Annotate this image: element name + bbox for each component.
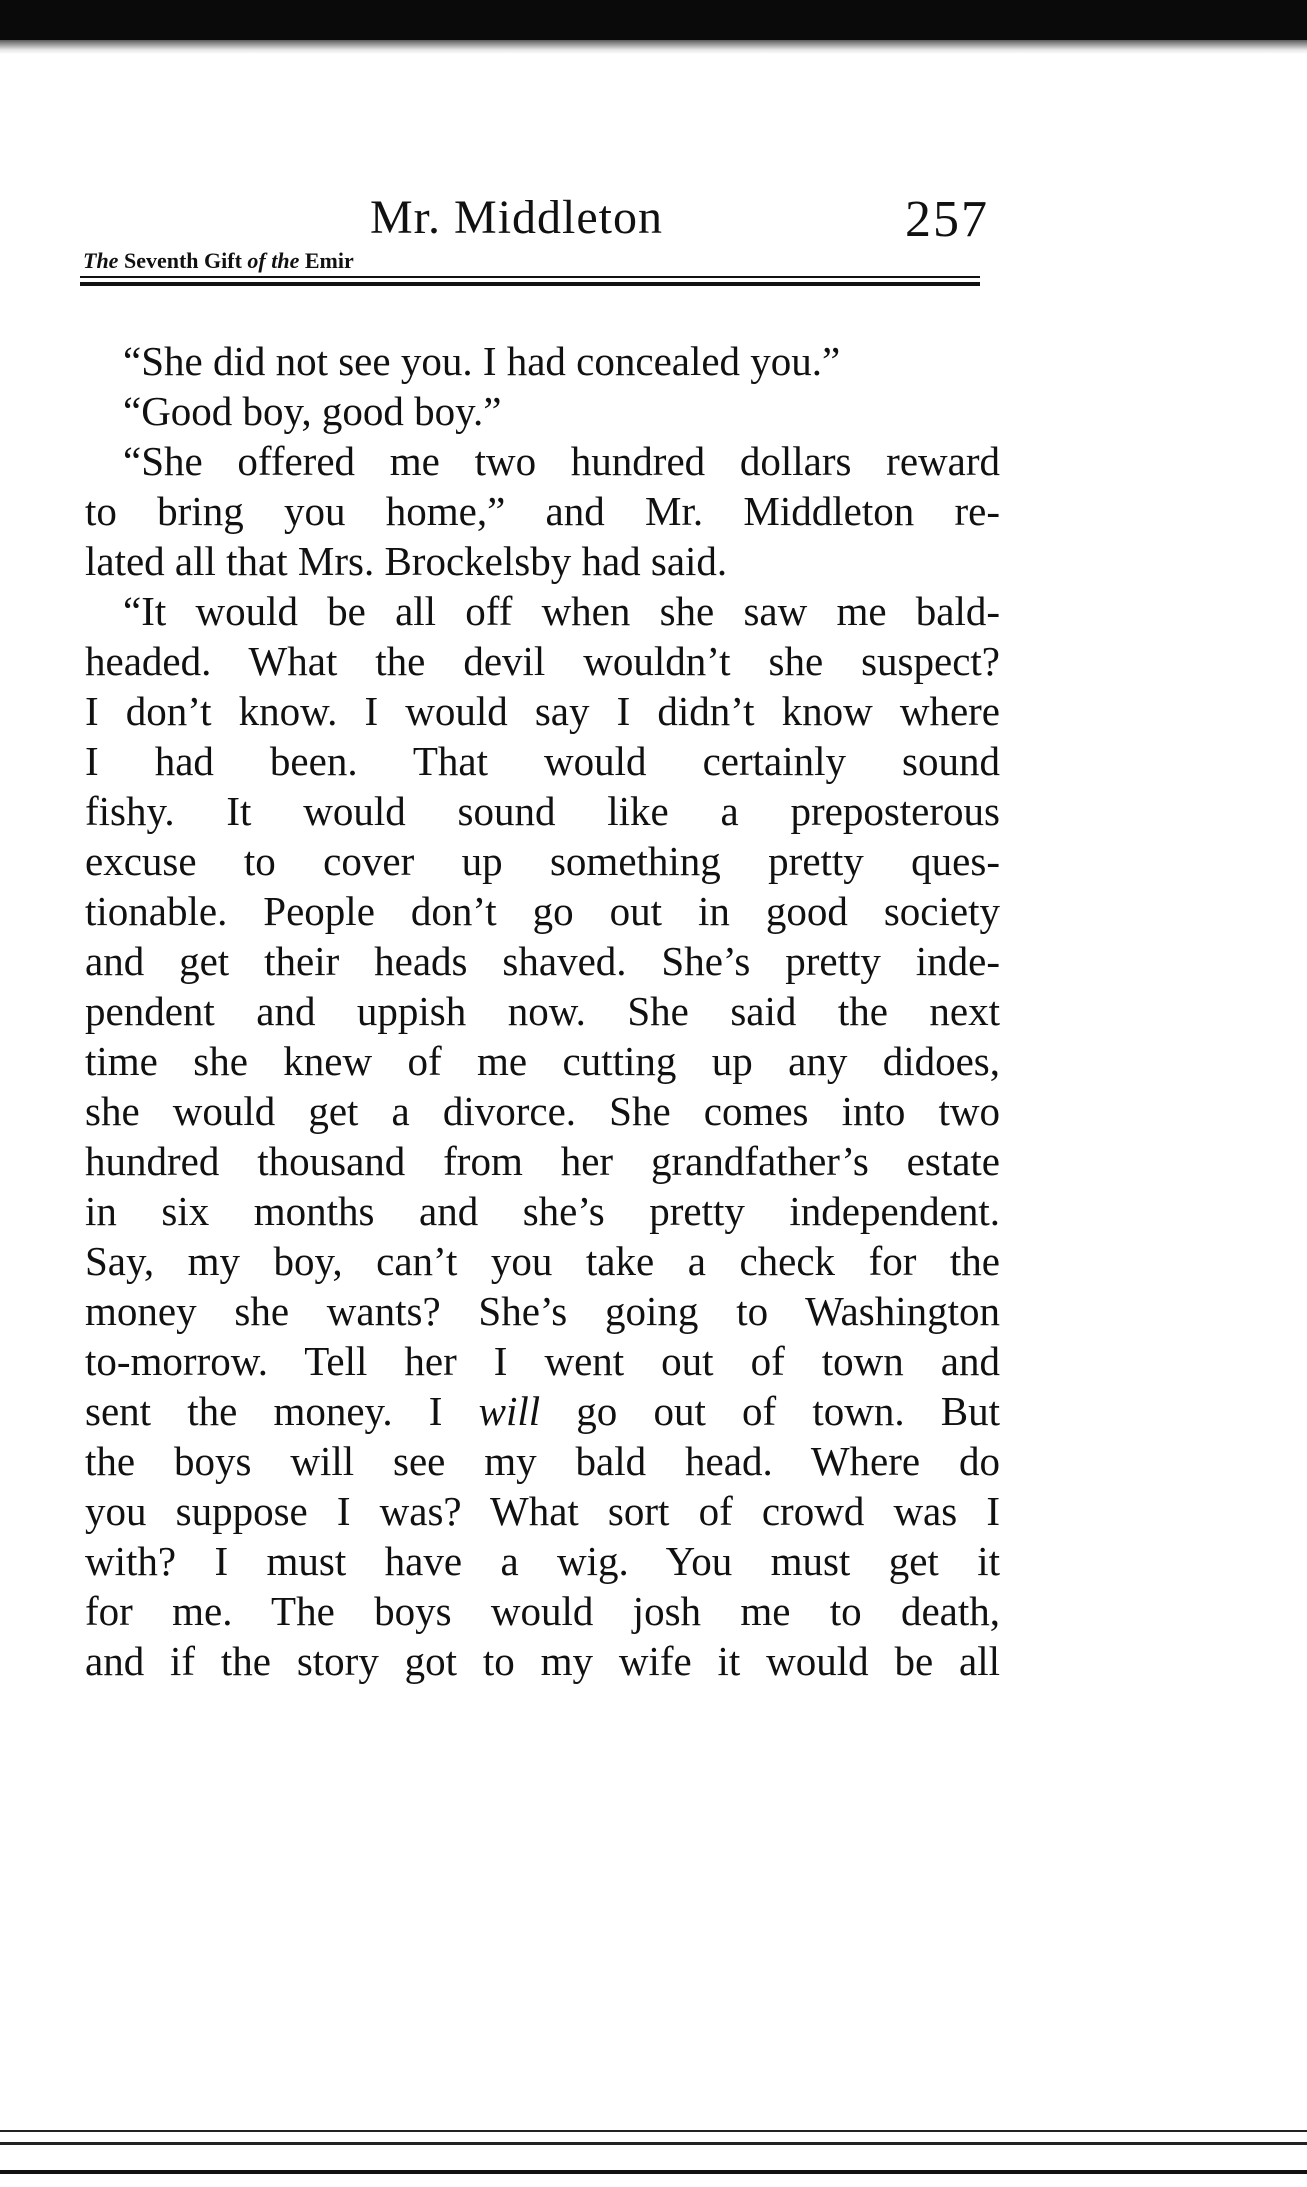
header-rule-thin bbox=[80, 276, 980, 278]
running-head bbox=[80, 190, 989, 280]
text-line: she would get a divorce. She comes into two bbox=[85, 1088, 1000, 1134]
text-line: with? I must have a wig. You must get it bbox=[85, 1538, 1000, 1584]
bottom-rule bbox=[0, 2130, 1307, 2132]
page-title: Mr. Middleton bbox=[370, 191, 664, 244]
text-line: to-morrow. Tell her I went out of town and bbox=[85, 1338, 1000, 1384]
page-number: 257 bbox=[905, 191, 989, 248]
text-line: I don’t know. I would say I didn’t know where bbox=[85, 688, 1000, 734]
text-line: the boys will see my bald head. Where do bbox=[85, 1438, 1000, 1484]
text-line: “She did not see you. I had concealed you.” bbox=[123, 338, 841, 384]
text-line: fishy. It would sound like a preposterous bbox=[85, 788, 1000, 834]
text-line bbox=[85, 1386, 1000, 1436]
bottom-rule bbox=[0, 2170, 1307, 2174]
text-line: tionable. People don’t go out in good society bbox=[85, 888, 1000, 934]
text-line: Say, my boy, can’t you take a check for the bbox=[85, 1238, 1000, 1284]
series-title bbox=[83, 248, 354, 274]
text-line: time she knew of me cutting up any didoes, bbox=[85, 1038, 1000, 1084]
text-line: I had been. That would certainly sound bbox=[85, 738, 1000, 784]
text-line: “She offered me two hundred dollars reward bbox=[123, 438, 1000, 484]
text-line: lated all that Mrs. Brockelsby had said. bbox=[85, 538, 728, 584]
text-line: headed. What the devil wouldn’t she suspect? bbox=[85, 638, 1000, 684]
text-line: pendent and uppish now. She said the next bbox=[85, 988, 1000, 1034]
text-line: money she wants? She’s going to Washington bbox=[85, 1288, 1000, 1334]
series-title-emir: Emir bbox=[304, 248, 354, 273]
series-title-of-the: of the bbox=[247, 248, 300, 273]
text-line: you suppose I was? What sort of crowd was I bbox=[85, 1488, 1000, 1534]
text-line: to bring you home,” and Mr. Middleton re- bbox=[85, 488, 1000, 534]
emphasized-word: will bbox=[478, 1388, 541, 1434]
text-line-start: sent the money. I bbox=[85, 1388, 479, 1434]
scan-bottom-border bbox=[0, 2120, 1307, 2187]
text-line: and if the story got to my wife it would be all bbox=[85, 1638, 1000, 1684]
text-line: hundred thousand from her grandfather’s estate bbox=[85, 1138, 1000, 1184]
text-line: in six months and she’s pretty independent. bbox=[85, 1188, 1000, 1234]
text-line: for me. The boys would josh me to death, bbox=[85, 1588, 1000, 1634]
text-line: and get their heads shaved. She’s pretty inde- bbox=[85, 938, 1000, 984]
text-line-end: go out of town. But bbox=[540, 1388, 1000, 1434]
text-line: “Good boy, good boy.” bbox=[123, 388, 502, 434]
header-rule-thick bbox=[80, 282, 980, 286]
body-text bbox=[85, 336, 1000, 1686]
scan-top-border bbox=[0, 0, 1307, 40]
text-line: excuse to cover up something pretty ques- bbox=[85, 838, 1000, 884]
bottom-rule bbox=[0, 2142, 1307, 2145]
series-title-the: The bbox=[83, 248, 119, 273]
scan-top-edge bbox=[0, 40, 1307, 54]
text-line: “It would be all off when she saw me bald- bbox=[123, 588, 1000, 634]
series-title-main: Seventh Gift bbox=[123, 248, 242, 273]
